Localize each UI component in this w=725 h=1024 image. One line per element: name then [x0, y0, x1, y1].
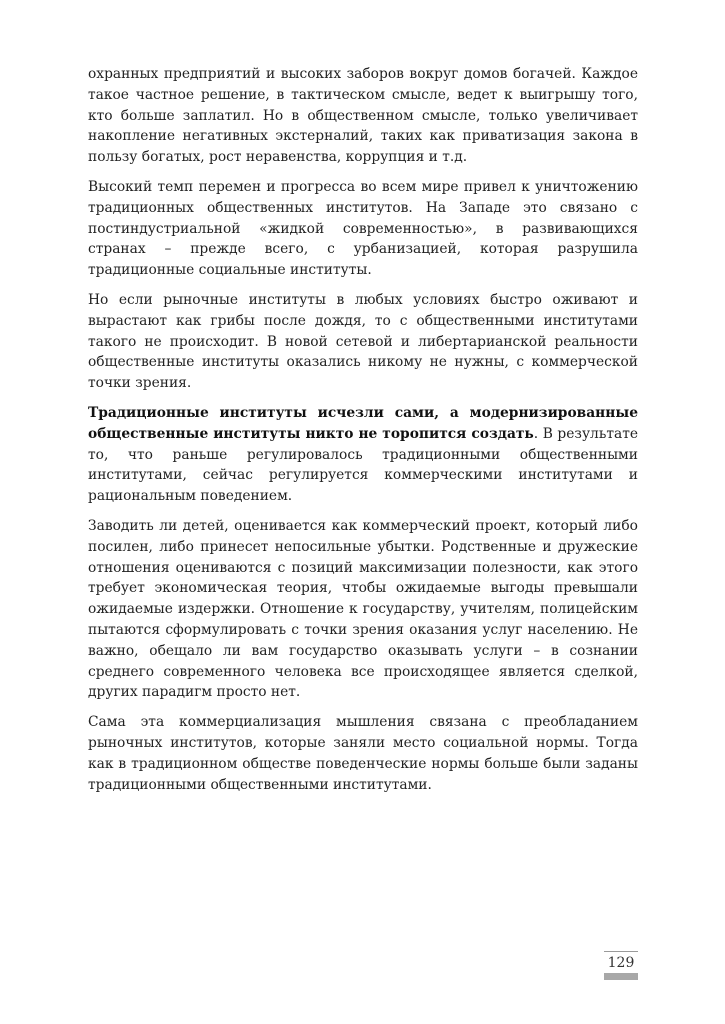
- paragraph-3-text: Но если рыночные институты в любых условиях быстро оживают и вырастают как грибы после дождя, то с общественными институтами такого не происходит. В новой сетевой и либертарианской реальности общественные институты оказались никому не нужны, с коммерческой точки зрения.: [88, 291, 638, 392]
- page-number: 129: [607, 955, 635, 971]
- paragraph-2-text: Высокий темп перемен и прогресса во всем мире привел к уничтожению традиционных общественных институтов. На Западе это связано с постиндустриальной «жидкой современностью», в развивающихся странах – прежде всего, с урбанизацией, которая разрушила традиционные социальные институты.: [88, 178, 638, 279]
- paragraph-5: [88, 516, 638, 703]
- paragraph-4-emphasis: Традиционные институты исчезли сами, а модернизированные общественные институты никто не торопится создать: [88, 404, 638, 442]
- page-number-bar: [604, 973, 638, 980]
- paragraph-1: [88, 64, 638, 168]
- paragraph-1-text: охранных предприятий и высоких заборов вокруг домов богачей. Каждое такое частное решение, в тактическом смысле, ведет к выигрышу того, кто больше заплатил. Но в общественном смысле, только увеличивает накопление негативных экстерналий, таких как приватизация закона в пользу богатых, рост неравенства, коррупция и т.д.: [88, 66, 638, 166]
- paragraph-6: [88, 712, 638, 795]
- paragraph-3: [88, 290, 638, 394]
- page-number-footer: [604, 951, 638, 980]
- paragraph-2: [88, 177, 638, 281]
- paragraph-4: [88, 403, 638, 507]
- paragraph-5-text: Заводить ли детей, оценивается как коммерческий проект, который либо посилен, либо принесет непосильные убытки. Родственные и дружеские отношения оцениваются с позиций максимизации полезности, как этого требует экономическая теория, чтобы ожидаемые выгоды превышали ожидаемые издержки. Отношение к государству, учителям, полицейским пытаются сформулировать с точки зрения оказания услуг населению. Не важно, обещало ли вам государство оказывать услуги – в сознании среднего современного человека все происходящее является сделкой, других парадигм просто нет.: [88, 517, 638, 701]
- body-text: [88, 64, 638, 804]
- paragraph-6-text: Сама эта коммерциализация мышления связана с преобладанием рыночных институтов, которые заняли место социальной нормы. Тогда как в традиционном обществе поведенческие нормы больше были заданы традиционными общественными институтами.: [88, 714, 638, 793]
- paragraph-4-text: . В результате то, что раньше регулировалось традиционными общественными институтами, сейчас регулируется коммерческими институтами и рациональным поведением.: [88, 425, 638, 505]
